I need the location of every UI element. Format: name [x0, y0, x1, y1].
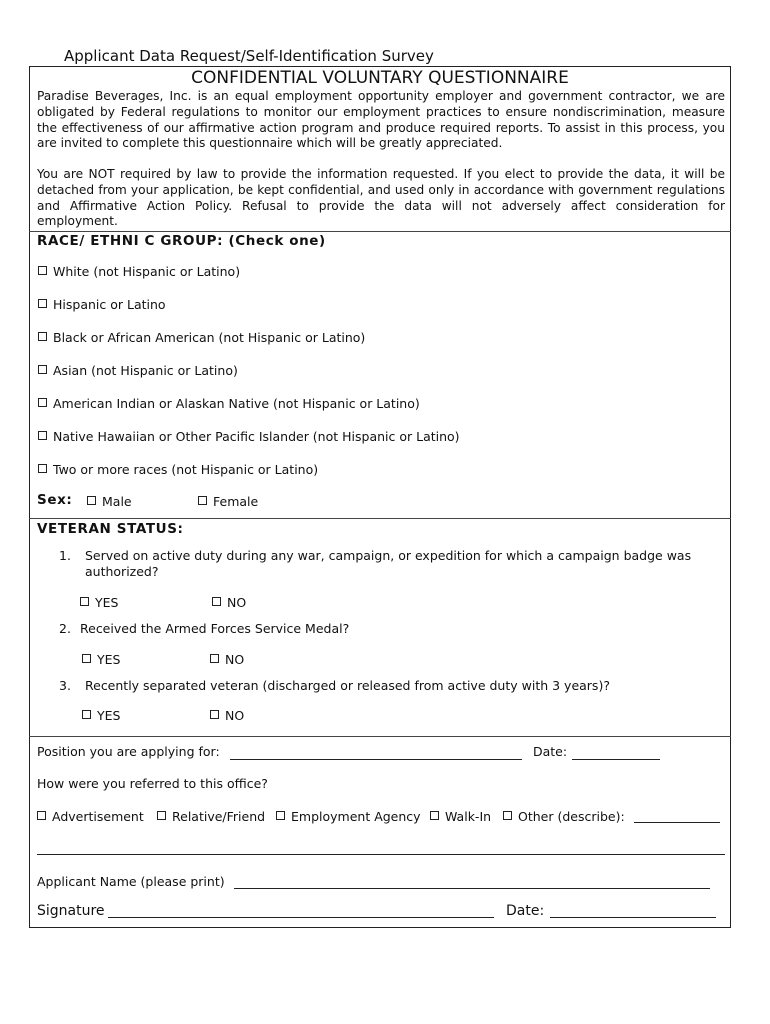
checkbox[interactable]	[38, 365, 47, 374]
checkbox[interactable]	[37, 811, 46, 820]
checkbox[interactable]	[82, 654, 91, 663]
applicant-name-label: Applicant Name (please print)	[37, 874, 225, 889]
checkbox[interactable]	[38, 398, 47, 407]
checkbox[interactable]	[80, 597, 89, 606]
veteran-heading: VETERAN STATUS:	[37, 521, 184, 537]
referral-option[interactable]: Advertisement	[37, 809, 144, 824]
checkbox[interactable]	[38, 332, 47, 341]
checkbox[interactable]	[87, 496, 96, 505]
veteran-no-option[interactable]: NO	[212, 595, 246, 610]
veteran-question: Received the Armed Forces Service Medal?	[80, 621, 350, 636]
checkbox[interactable]	[38, 299, 47, 308]
veteran-yes-option[interactable]: YES	[82, 708, 120, 723]
race-option[interactable]: Asian (not Hispanic or Latino)	[38, 363, 238, 378]
sex-label: Sex:	[37, 492, 73, 508]
sex-male-option[interactable]: Male	[87, 494, 132, 509]
veteran-no-option[interactable]: NO	[210, 652, 244, 667]
race-option[interactable]: Native Hawaiian or Other Pacific Islander (not Hispanic or Latino)	[38, 429, 460, 444]
veteran-question-number: 1.	[59, 548, 71, 563]
checkbox[interactable]	[82, 710, 91, 719]
referral-option[interactable]: Walk-In	[430, 809, 491, 824]
checkbox[interactable]	[157, 811, 166, 820]
checkbox[interactable]	[503, 811, 512, 820]
form-header: Applicant Data Request/Self-Identification Survey	[64, 47, 434, 65]
intro-paragraph-1: Paradise Beverages, Inc. is an equal employment opportunity employer and government contractor, we are obligated by Federal regulations to monitor our employment practices to ensure nondiscrimination, measure the effectiveness of our affirmative action program and produce required reports. To assist in this process, you are invited to complete this questionnaire which will be greatly appreciated.	[37, 89, 725, 151]
veteran-question: authorized?	[85, 564, 159, 579]
race-option[interactable]: Hispanic or Latino	[38, 297, 166, 312]
form-title: CONFIDENTIAL VOLUNTARY QUESTIONNAIRE	[191, 68, 569, 88]
veteran-no-option[interactable]: NO	[210, 708, 244, 723]
referral-option[interactable]: Employment Agency	[276, 809, 421, 824]
veteran-question-number: 3.	[59, 678, 71, 693]
checkbox[interactable]	[210, 710, 219, 719]
race-option[interactable]: Two or more races (not Hispanic or Latino)	[38, 462, 318, 477]
divider	[29, 518, 731, 519]
referral-option[interactable]: Other (describe):	[503, 809, 625, 824]
position-label: Position you are applying for:	[37, 744, 220, 759]
checkbox[interactable]	[38, 464, 47, 473]
race-option[interactable]: White (not Hispanic or Latino)	[38, 264, 240, 279]
checkbox[interactable]	[212, 597, 221, 606]
checkbox[interactable]	[210, 654, 219, 663]
position-input[interactable]	[230, 759, 522, 760]
checkbox[interactable]	[198, 496, 207, 505]
veteran-question: Recently separated veteran (discharged or released from active duty with 3 years)?	[85, 678, 610, 693]
position-date-input[interactable]	[572, 759, 660, 760]
referral-option[interactable]: Relative/Friend	[157, 809, 265, 824]
signature-input[interactable]	[108, 917, 494, 918]
signature-date-input[interactable]	[550, 917, 716, 918]
signature-date-label: Date:	[506, 903, 545, 919]
applicant-name-input[interactable]	[234, 888, 710, 889]
checkbox[interactable]	[276, 811, 285, 820]
checkbox[interactable]	[38, 431, 47, 440]
race-option[interactable]: American Indian or Alaskan Native (not Hispanic or Latino)	[38, 396, 420, 411]
veteran-yes-option[interactable]: YES	[82, 652, 120, 667]
checkbox[interactable]	[38, 266, 47, 275]
intro-paragraph-2: You are NOT required by law to provide the information requested. If you elect to provide the data, it will be detached from your application, be kept confidential, and used only in accordance with government regulations and Affirmative Action Policy. Refusal to provide the data will not adversely affect consideration for employment.	[37, 167, 725, 229]
veteran-question: Served on active duty during any war, campaign, or expedition for which a campaign badge was	[85, 548, 692, 563]
referral-description-line[interactable]	[37, 854, 725, 855]
divider	[29, 736, 731, 737]
position-date-label: Date:	[533, 744, 568, 759]
checkbox[interactable]	[430, 811, 439, 820]
referral-question: How were you referred to this office?	[37, 776, 268, 791]
veteran-yes-option[interactable]: YES	[80, 595, 118, 610]
veteran-question-number: 2.	[59, 621, 71, 636]
race-option[interactable]: Black or African American (not Hispanic or Latino)	[38, 330, 365, 345]
signature-label: Signature	[37, 903, 105, 919]
divider	[29, 231, 731, 232]
sex-female-option[interactable]: Female	[198, 494, 258, 509]
referral-other-input[interactable]	[634, 822, 720, 823]
race-heading: RACE/ ETHNI C GROUP: (Check one)	[37, 233, 326, 249]
